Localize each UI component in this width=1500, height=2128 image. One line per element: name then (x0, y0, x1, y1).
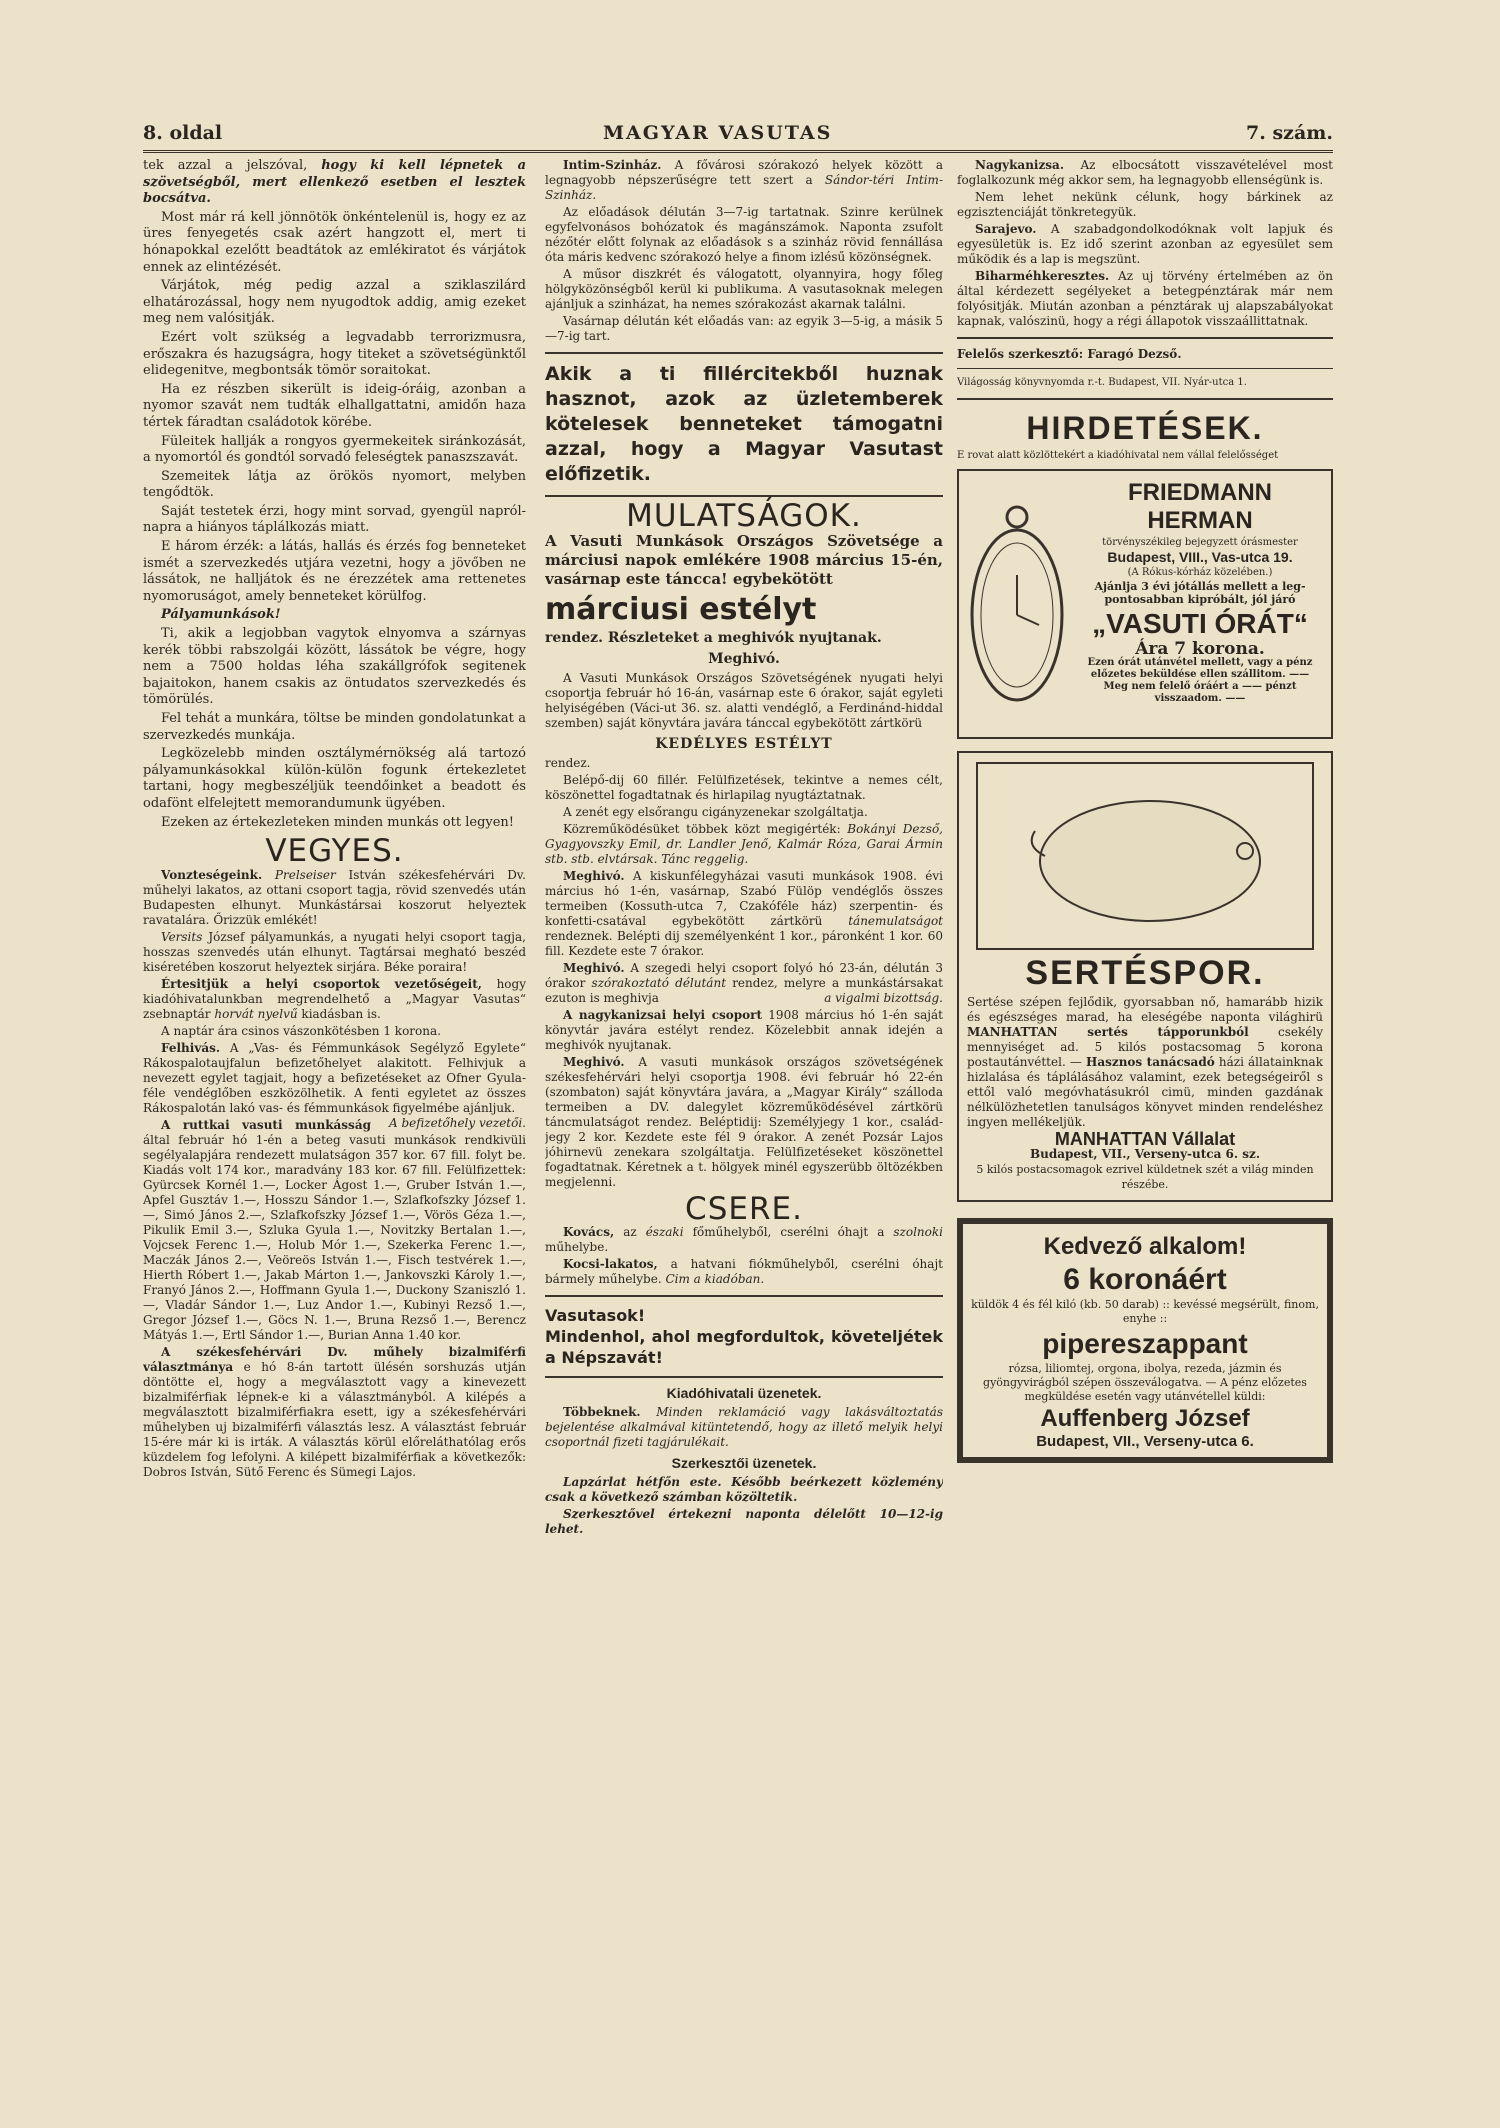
ads-disclaimer: E rovat alatt közlöttekért a kiadóhivatal nem vállal felelősséget (957, 450, 1279, 461)
news-item: Nagykanizsa. Az elbocsátott visszavételével most foglalkozunk még akkor sem, ha legnagyobb ellenségünk is. (957, 158, 1333, 187)
section-title-mulatsagok: MULATSÁGOK. (626, 498, 862, 534)
event-announcement: A Vasuti Munkások Országos Szövetsége a márciusi napok emlékére 1908 március 15-én, vasárnap este táncca! egybekötött (545, 532, 943, 588)
news-item: A zenét egy elsőrangu cigányzenekar szolgáltatja. (563, 805, 868, 819)
event-announcement: rendez. Részleteket a meghivók nyujtanak. (545, 630, 882, 646)
article-paragraph: Ha ez részben sikerült is ideig-óráig, azonban a nyomor szavát nem tudták elhallgattatni, amidőn haza tértek fáradtan családotok körébe. (143, 381, 526, 430)
news-item: Kocsi-lakatos, a hatvani fiókműhelyből, cserélni óhajt bármely műhelybe. Cim a kiadóban. (545, 1257, 943, 1286)
ad-sertespor: SERTÉSPOR. Sertése szépen fejlődik, gyorsabban nő, hamarább hizik és egészséges marad, ha eleségébe naponta világhirü MANHATTAN sertés tápporunkból csekély mennyiséget ad. 5 kilós postacsomag 5 korona postautánvéttel. — Hasznos tanácsadó házi állatainknak hizlalása és táplálásához valamint, ezek betegségeiről s ettől való megóvhatásukról cimü, minden gazdának nélkülözhetetlen tanulságos könyvet minden rendeléshez ingyen mellékeljük. MANHATTAN Vállalat Budapest, VII., Verseny-utca 6. sz. 5 kilós postacsomagok ezrivel küldetnek szét a világ minden részébe. (957, 751, 1333, 1202)
news-item: A székesfehérvári Dv. műhely bizalmiférfi választmánya e hó 8-án tartott ülésén sorshuzás utján döntötte el, hogy a megválasztott vagy a kinevezett bizalmiférfiak lépnek-e ki a választmányból. A kilépés a megválasztott bizalmiférfiakra esett, igy a székesfehérvári műhelyben uj bizalmiférfi választás lesz. A választást február 15-ére már ki is irták. A választás körül előreláthatólag erős küzdelem fog lefolyni. A kilépett bizalmiférfiak a következők: Dobros István, Sütő Ferenc és Sümegi Lajos. (143, 1344, 526, 1479)
invitation-heading: Meghivó. (708, 651, 780, 667)
section-title-szerkesztoi: Szerkesztői üzenetek. (671, 1455, 817, 1471)
news-item: Versits József pályamunkás, a nyugati helyi csoport tagja, hosszas szenvedés után elhunyt. Tagtársai megható beszéd kiséretében koszorut helyeztek sirjára. Béke poraira! (143, 929, 526, 974)
news-item: Szerkesztővel értekezni naponta délelőtt 10—12-ig lehet. (545, 1507, 943, 1536)
column-right (957, 158, 1333, 2098)
page-header (143, 122, 1333, 153)
article-paragraph: Legközelebb minden osztálymérnökség alá tartozó pályamunkásokkal külön-külön fogunk értekezletet tartani, hogy megbeszéljük teendőinket a beadott és odafönt elfelejtett memorandumunk ügyében. (143, 746, 526, 811)
pig-illustration-icon (975, 761, 1315, 951)
news-item: Belépő-dij 60 fillér. Felülfizetések, tekintve a nemes célt, köszönettel fogadtatnak és hirlapilag nyugtáztatnak. (545, 773, 943, 802)
news-item: Vasárnap délután két előadás van: az egyik 3—5-ig, a másik 5—7-ig tart. (545, 314, 943, 343)
news-item: A naptár ára csinos vászonkötésben 1 korona. (161, 1023, 441, 1038)
news-item: A ruttkai vasuti munkásság által február hó 1-én a beteg vasuti munkások rendkivüli segélyalapjára rendezett mulatságon 357 kor. 67 fill. folyt be. Kiadás volt 174 kor., maradvány 183 kor. 67 fill. Felülfizettek: Gyürcsek Kornél 1.—, Locker Ágost 1.—, Gruber István 1.—, Apfel Gusztáv 1.—, Hosszu Sándor 1.—, Szlafkofszky József 1.—, Simó János 2.—, Szlafkofszky József 1.—, Vörös Géza 1.—, Pikulik Emil 3.—, Szluka Gyula 1.—, Novitzky Bertalan 1.—, Vojcsek Ferenc 1.—, Holub Mór 1.—, Szekerka Ferenc 1.—, Maczák János 2.—, Veöreös István 1.—, Fisch testvérek 1.—, Hierth Róbert 1.—, Jakab Márton 1.—, Jankovszki Károly 1.—, Franyó János 2.—, Hoffmann Gyula 1.—, Duckony Szaniszló 1.—, Vladár Sándor 1.—, Luz Andor 1.—, Kubinyi Rezső 1.—, Gregor József 1.—, Göcs N. 1.—, Bruna Rezső 1.—, Berencz Mátyás 1.—, Ertl Sándor 1.—, Burian Anna 1.40 kor. (143, 1117, 526, 1342)
printer-credit: Világosság könyvnyomda r.-t. Budapest, VII. Nyár-utca 1. (957, 377, 1247, 388)
ad-szappan: Kedvező alkalom! 6 koronáért küldök 4 és fél kiló (kb. 50 darab) :: kevéssé megsérült, finom, enyhe :: pipereszappant rózsa, liliomtej, orgona, ibolya, rezeda, jázmin és gyöngyvirágból szépen összeválogatva. — A pénz előzetes megküldése esetén vagy utánvétellel küldi: Auffenberg József Budapest, VII., Verseny-utca 6. (957, 1218, 1333, 1463)
news-item: Az előadások délután 3—7-ig tartatnak. Szinre kerülnek egyfelvonásos bohózatok és magánszámok. Naponta zsufolt nézőtér előtt folynak az előadások s a szinház rövid fennállása óta máris kedvenc szórakozó helye a finom izlésű közönségnek. (545, 205, 943, 264)
ad-headline: SERTÉSPOR. (1025, 954, 1265, 992)
article-paragraph: Ezeken az értekezleteken minden munkás ott legyen! (161, 814, 515, 830)
news-item: Értesitjük a helyi csoportok vezetőségeit, hogy kiadóhivatalunkban megrendelhető a „Magyar Vasutas“ zsebnaptár horvát nyelvű kiadásban is. (143, 976, 526, 1021)
editor-credit: Felelős szerkesztő: Faragó Dezső. (957, 347, 1182, 361)
news-item: Nem lehet nekünk célunk, hogy bárkinek az egzisztenciáját tönkretegyük. (957, 190, 1333, 219)
news-item: Biharméhkeresztes. Az uj törvény értelmében az ön által kérdezett segélyeket a betegpénztárak már nem folyósitják. Miután azonban a pénztárak uj alapszabályokat kapnak, valószinü, hogy a régi állapotok visszaállittatnak. (957, 269, 1333, 328)
article-paragraph: Várjátok, még pedig azzal a sziklaszilárd elhatározással, hogy nem nyugodtok addig, amig ezeket meg nem valósitják. (143, 278, 526, 327)
article-paragraph: Fel tehát a munkára, töltse be minden gondolatunkat a szervezkedés munkája. (143, 711, 526, 743)
news-item: Kovács, az északi főműhelyből, cserélni óhajt a szolnoki műhelybe. (545, 1225, 943, 1254)
news-item: Közreműködésüket többek közt megigérték: Bokányi Dezső, Gyagyovszky Emil, dr. Landler Jenő, Kalmár Róza, Garai Ármin stb. stb. elvtársak. Tánc reggelig. (545, 822, 943, 866)
article-paragraph: Szemeitek látja az örökös nyomort, melyben tengődtök. (143, 468, 526, 501)
news-item: A Vasuti Munkások Országos Szövetségének nyugati helyi csoportja február hó 16-án, vasárnap este 6 órakor, saját egyleti helyiségében (Váci-ut 36. sz. alatti vendéglő, a Ferdinánd-hiddal szemben) saját könyvtára javára tánccal egybekötött zártkörü (545, 671, 943, 730)
news-item: A nagykanizsai helyi csoport 1908 március hó 1-én saját könyvtár javára estélyt rendez. Közelebbit annak idején a meghivók nyujtanak. (545, 1008, 943, 1052)
news-item: Meghivó. A kiskunfélegyházai vasuti munkások 1908. évi március hó 1-én, vasárnap, Szabó Fülöp vendéglős összes termeiben (Kossuth-utca 7, Czakóféle ház) szerpentin- és konfetti-csatával egybekötött zártkörü tánemulatságot rendeznek. Belépti dij személyenként 1 kor., páronként 1 kor. 60 fill. Kezdete este 7 órakor. (545, 869, 943, 958)
news-item: Meghivó. A szegedi helyi csoport folyó hó 23-án, délután 3 órakor szórakoztató délutánt rendez, melyre a munkástársakat ezuton is meghivja a vigalmi bizottság. (545, 961, 943, 1005)
article-paragraph: Ezért volt szükség a legvadabb terrorizmusra, erőszakra és hazugságra, hogy titeket a szövetségünktől elidegenitve, megbontsák tömör soraitokat. (143, 329, 526, 379)
event-title: KEDÉLYES ESTÉLYT (655, 736, 833, 752)
article-paragraph: tek azzal a jelszóval, hogy ki kell lépnetek a szövetségből, mert ellenkező esetben el lesztek bocsátva. (143, 158, 526, 207)
article-paragraph: Most már rá kell jönnötök önkéntelenül is, hogy ez az üres fenyegetés csak azért hangzott el, mert ti hónapokkal ezelőtt beadtátok az emlékiratot és várjátok ennek az elintézését. (143, 209, 526, 275)
callout-box: Vasutasok! Mindenhol, ahol megfordultok, követeljétek a Népszavát! (545, 1306, 943, 1367)
news-item: A műsor diszkrét és válogatott, olyannyira, hogy főleg hölgyközönségből kerül ki publikuma. A vasutasoknak melegen ajánljuk a szinházat, ha nemes szórakozást akarnak találni. (545, 267, 943, 311)
pocket-watch-icon (967, 485, 1067, 705)
article-paragraph: E három érzék: a látás, hallás és érzés fog benneteket ismét a szervezkedés utjára vezetni, hogy a jövőben ne lássátok, ne halljátok és ne érezzétek ama rettenetes nyomoruságot, amely benneteket körülfog. (143, 539, 526, 604)
article-paragraph: Saját testetek érzi, hogy mint sorvad, gyengül napról-napra a hiányos táplálkozás miatt. (143, 503, 526, 536)
news-item: Lapzárlat hétfőn este. Később beérkezett közlemény csak a következő számban közöltetik. (545, 1475, 943, 1504)
section-title-csere: CSERE. (685, 1191, 803, 1227)
news-item: Meghivó. A vasuti munkások országos szövetségének székesfehérvári helyi csoportja 1908. évi február hó 22-én (szombaton) saját könyvtára javára, a „Magyar Király“ szálloda termeiben a DV. dalegylet közreműködésével zártkörü táncmulatságot rendez. Beléptidij: Személyjegy 1 kor., családjegy 2 kor. Kezdete este fél 9 órakor. A zenét Pozsár Lajos jóhirnevü zenekara szolgáltatja. Felülfizetéseket köszönettel fogadtatnak. Kéretnek a t. hölgyek minél egyszerübb öltözékben megjelenni. (545, 1055, 943, 1189)
article-heading: Pályamunkások! (161, 607, 281, 623)
event-title: márciusi estélyt (545, 592, 817, 627)
ad-name: FRIEDMANN HERMAN (1128, 479, 1272, 534)
article-paragraph: Ti, akik a legjobban vagytok elnyomva a szárnyas kerék többi rabszolgái között, lássátok be végre, hogy nem a 7500 holdas léha szakállgrófok segitenek bajaitokon, hanem csakis az öntudatos szervezkedés és tömörülés. (143, 626, 526, 708)
news-item: Vonzteségeink. Prelseiser István székesfehérvári Dv. műhelyi lakatos, az ottani csoport tagja, rövid szenvedés után Budapesten elhunyt. Munkástársai koszorut helyeztek ravatalára. Őrizzük emlékét! (143, 867, 526, 927)
column-middle (545, 158, 943, 2098)
callout-box: Akik a ti fillércitekből huznak hasznot, azok az üzletemberek kötelesek benneteket támogatni azzal, hogy a Magyar Vasutast előfizetik. (545, 363, 943, 485)
issue-number: 7. szám. (1246, 122, 1333, 144)
news-item: Többeknek. Minden reklamáció vagy lakásváltoztatás bejelentése alkalmával kitüntetendő, hogy az illető melyik helyi csoportnál fizeti tagjárulékait. (545, 1405, 943, 1449)
news-item: rendez. (545, 756, 591, 770)
news-item: Felhivás. A „Vas- és Fémmunkások Segélyző Egylete“ Rákospalotaujfalun befizetőhelyet alakitott. Felhivjuk a nevezett egylet tagjait, hogy a befizetéseket az Ofner Gyula-féle vendéglőben eszközölhetik. A fenti egyletet az összes Rákospalotán lakó vas- és fémmunkások figyelmébe ajánljuk. A befizetőhely vezetői. (143, 1040, 526, 1130)
section-title-kiadohivatal: Kiadóhivatali üzenetek. (666, 1385, 822, 1401)
article-paragraph: Füleitek hallják a rongyos gyermekeitek siránkozását, a nyomortól és gondtól sorvadó feleségtek panaszszavát. (143, 433, 526, 466)
news-item: Intim-Szinház. A fővárosi szórakozó helyek között a legnagyobb népszerűségre tett szert a Sándor-téri Intim-Szinház. (545, 158, 943, 202)
news-item: Sarajevo. A szabadgondolkodóknak volt lapjuk és egyesületük is. Ez idő szerint azonban az egyesület sem működik és a lap is megszünt. (957, 222, 1333, 266)
ad-watchmaker: FRIEDMANN HERMAN törvényszékileg bejegyzett órásmester Budapest, VIII., Vas-utca 19. (A Rókus-kórház közelében.) Ajánlja 3 évi jótállás mellett a legpontosabban kipróbált, jól járó „VASUTI ÓRÁT“ Ára 7 korona. Ezen órát utánvétel mellett, vagy a pénz előzetes beküldése ellen szállitom. —— Meg nem felelő óráért a —— pénzt visszaadom. —— (957, 469, 1333, 739)
column-left (143, 158, 526, 2098)
page-number: 8. oldal (143, 122, 223, 144)
newspaper-title: MAGYAR VASUTAS (603, 122, 833, 144)
section-title-vegyes: VEGYES. (265, 833, 404, 870)
section-title-hirdetesek: HIRDETÉSEK. (1026, 410, 1264, 446)
